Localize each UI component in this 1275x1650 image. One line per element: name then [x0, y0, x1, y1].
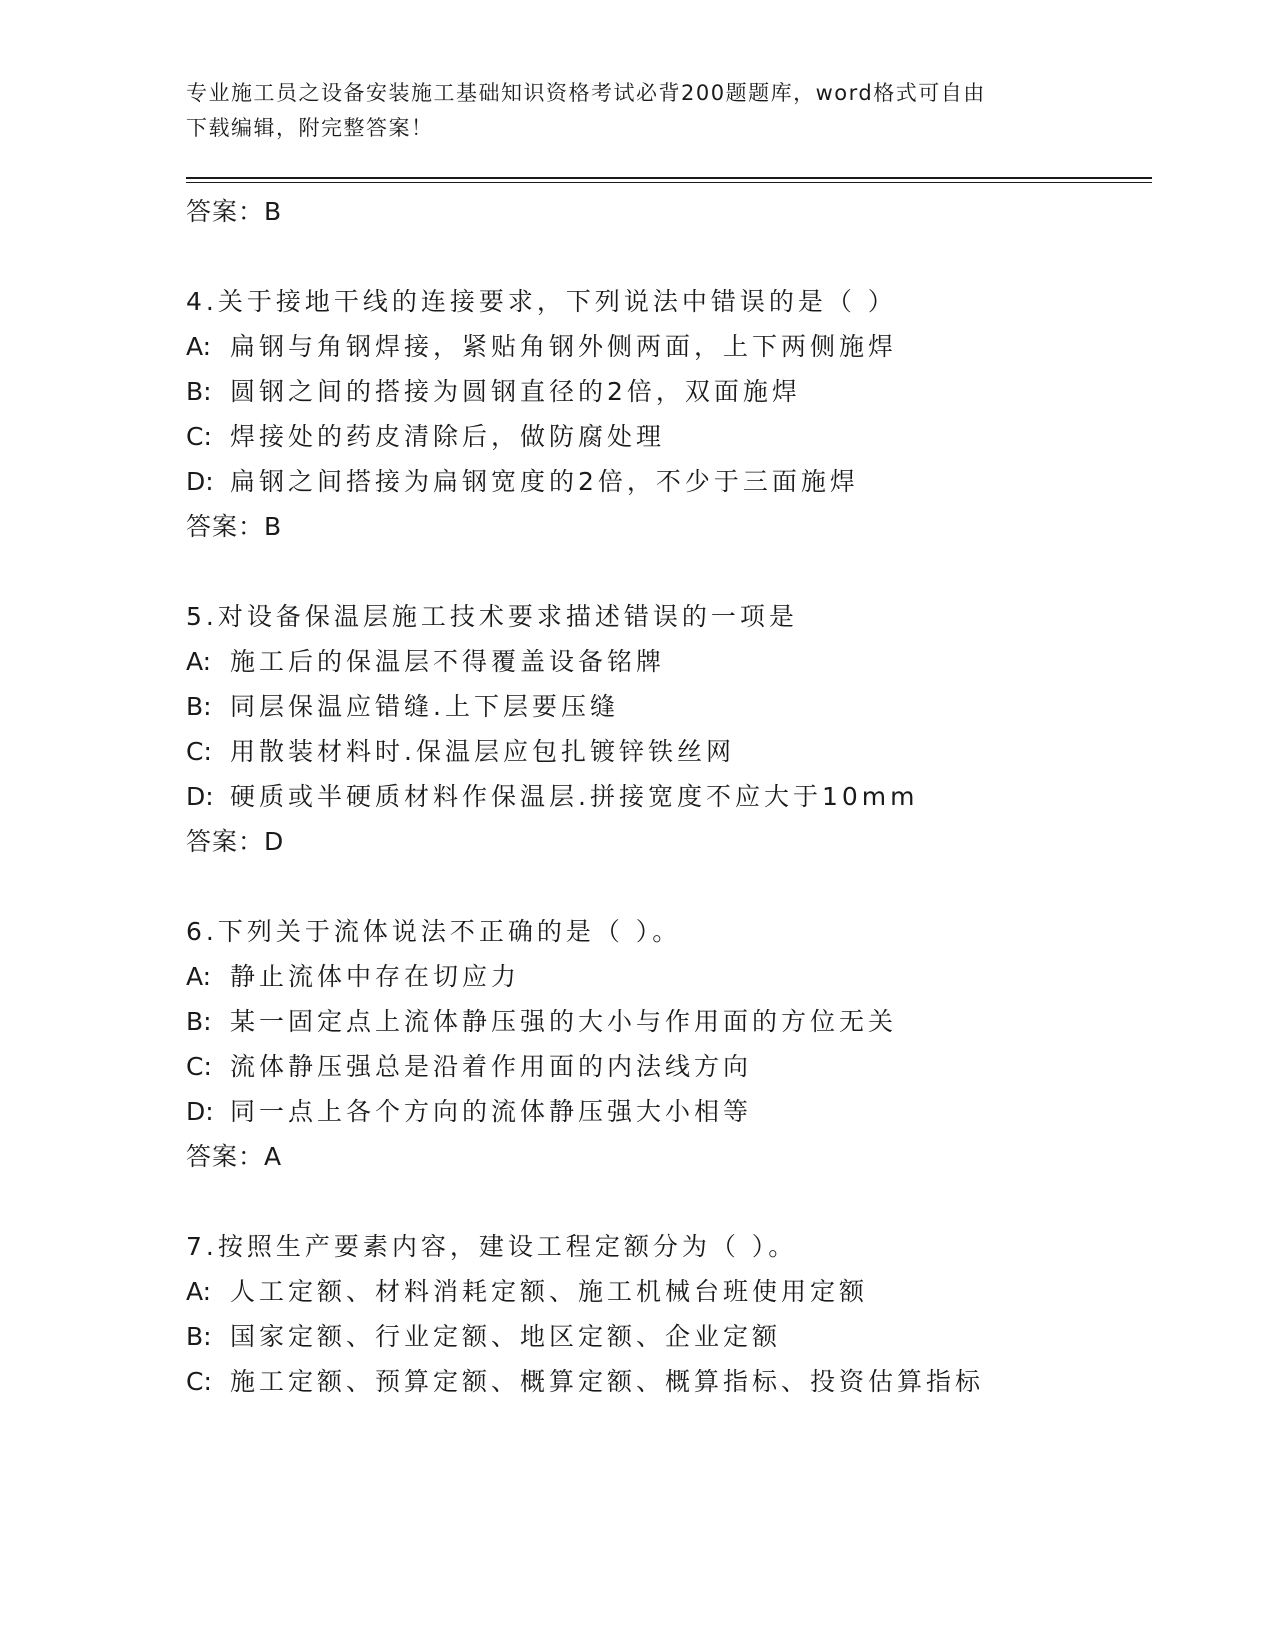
option-b: [186, 1314, 1152, 1359]
option-b: [186, 369, 1152, 414]
option-letter: D:: [186, 1097, 214, 1126]
option-letter: B:: [186, 692, 212, 721]
option-letter: B:: [186, 1007, 212, 1036]
answer-line: 答案：B: [186, 197, 283, 226]
option-a: [186, 954, 1152, 999]
option-c: [186, 729, 1152, 774]
option-letter: D:: [186, 782, 214, 811]
option-letter: D:: [186, 467, 214, 496]
document-body: [186, 189, 1152, 1404]
option-b: [186, 999, 1152, 1044]
page-header: [186, 76, 1086, 146]
option-letter: C:: [186, 422, 212, 451]
option-text: 静止流体中存在切应力: [230, 962, 521, 991]
option-text: 流体静压强总是沿着作用面的内法线方向: [230, 1052, 753, 1081]
option-text: 施工定额、预算定额、概算定额、概算指标、投资估算指标: [230, 1367, 985, 1396]
answer-line: 答案：A: [186, 1142, 283, 1171]
option-text: 某一固定点上流体静压强的大小与作用面的方位无关: [230, 1007, 898, 1036]
header-line-1: 专业施工员之设备安装施工基础知识资格考试必背200题题库，word格式可自由: [186, 81, 986, 105]
option-a: [186, 639, 1152, 684]
option-text: 国家定额、行业定额、地区定额、企业定额: [230, 1322, 782, 1351]
option-c: [186, 1359, 1152, 1404]
option-letter: C:: [186, 737, 212, 766]
option-d: [186, 1089, 1152, 1134]
option-letter: A:: [186, 1277, 212, 1306]
option-c: [186, 414, 1152, 459]
option-text: 硬质或半硬质材料作保温层.拼接宽度不应大于10mm: [230, 782, 919, 811]
option-text: 同一点上各个方向的流体静压强大小相等: [230, 1097, 753, 1126]
option-text: 施工后的保温层不得覆盖设备铭牌: [230, 647, 666, 676]
option-text: 用散装材料时.保温层应包扎镀锌铁丝网: [230, 737, 735, 766]
option-letter: A:: [186, 647, 212, 676]
option-a: [186, 1269, 1152, 1314]
option-text: 人工定额、材料消耗定额、施工机械台班使用定额: [230, 1277, 869, 1306]
question-block: [186, 594, 1152, 864]
option-text: 扁钢与角钢焊接，紧贴角钢外侧两面，上下两侧施焊: [230, 332, 898, 361]
option-letter: C:: [186, 1052, 212, 1081]
question-text: 7.按照生产要素内容，建设工程定额分为（ ）。: [186, 1232, 798, 1261]
option-text: 圆钢之间的搭接为圆钢直径的2倍，双面施焊: [230, 377, 801, 406]
option-text: 扁钢之间搭接为扁钢宽度的2倍，不少于三面施焊: [230, 467, 859, 496]
option-letter: C:: [186, 1367, 212, 1396]
option-letter: A:: [186, 332, 212, 361]
question-text: 5.对设备保温层施工技术要求描述错误的一项是: [186, 602, 798, 631]
question-block: [186, 1224, 1152, 1404]
option-letter: B:: [186, 1322, 212, 1351]
header-divider: [186, 177, 1152, 183]
question-text: 6.下列关于流体说法不正确的是（ ）。: [186, 917, 682, 946]
option-c: [186, 1044, 1152, 1089]
question-block: [186, 279, 1152, 549]
option-letter: B:: [186, 377, 212, 406]
option-d: [186, 774, 1152, 819]
answer-line: 答案：D: [186, 827, 285, 856]
option-letter: A:: [186, 962, 212, 991]
question-text: 4.关于接地干线的连接要求，下列说法中错误的是（ ）: [186, 287, 897, 316]
option-text: 同层保温应错缝.上下层要压缝: [230, 692, 619, 721]
option-d: [186, 459, 1152, 504]
option-a: [186, 324, 1152, 369]
option-text: 焊接处的药皮清除后，做防腐处理: [230, 422, 666, 451]
question-block: [186, 909, 1152, 1179]
option-b: [186, 684, 1152, 729]
answer-line: 答案：B: [186, 512, 283, 541]
header-line-2: 下载编辑，附完整答案！: [186, 116, 434, 140]
